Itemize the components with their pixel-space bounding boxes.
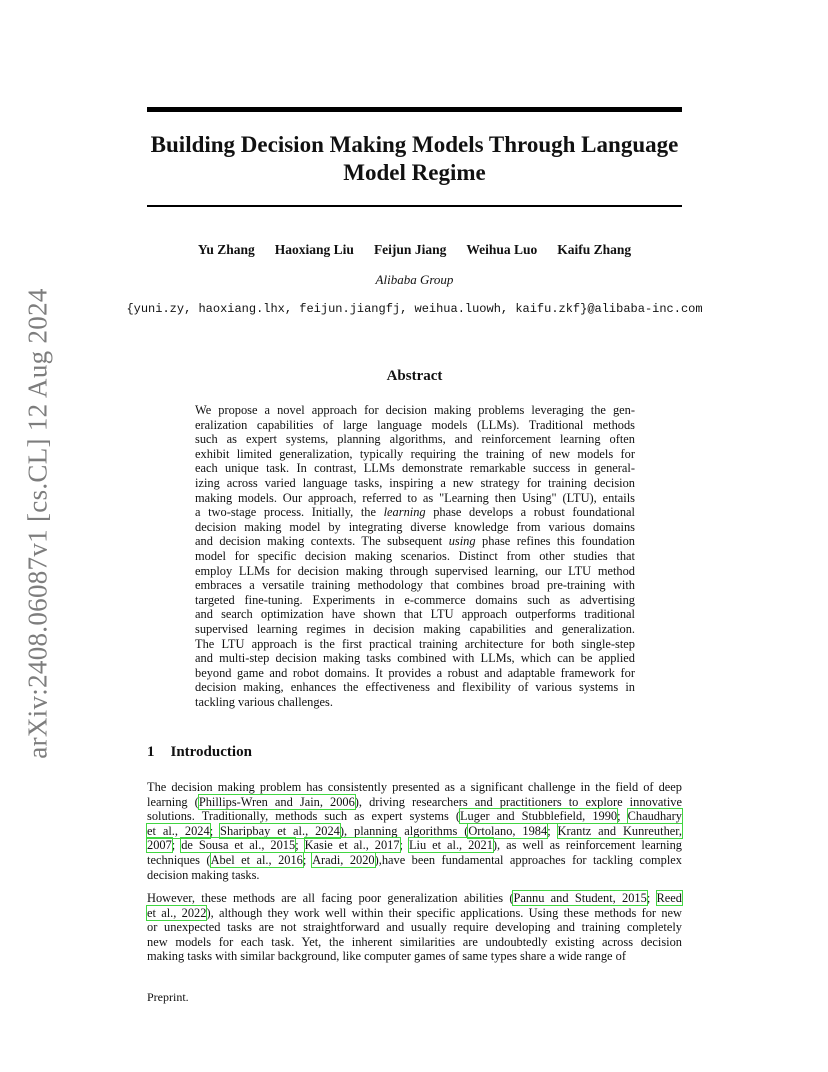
paragraph-line: However, these methods are all facing poor generalization abilities (Pannu and Student, 2015; Reed [147,891,682,905]
paragraph-line: making tasks with similar background, like computer games of same types share a wide range of [147,949,626,964]
section-heading [147,744,252,761]
paragraph-line: learning (Phillips-Wren and Jain, 2006), driving researchers and practitioners to explore innovative [147,794,682,809]
citation-link[interactable]: et al., 2024 [147,823,210,838]
paragraph-line: The decision making problem has consistently presented as a significant challenge in the field of deep [147,780,682,794]
abstract-line: beyond game and robot domains. It provides a robust and adaptable framework for [195,665,635,680]
citation-link[interactable]: Liu et al., 2021 [408,838,493,853]
abstract-line: eralization capabilities of large language models (LLMs). Traditional methods [195,417,635,432]
author-emails: {yuni.zy, haoxiang.lhx, feijun.jiangfj, weihua.luowh, kaifu.zkf}@alibaba-inc.com [126,302,703,316]
section-title: Introduction [170,744,252,760]
author-name: Feijun Jiang [373,242,447,257]
abstract-line: model for specific decision making scenarios. Distinct from other studies that [195,548,635,563]
intro-paragraph-2 [147,891,682,964]
emphasis: learning [383,505,426,520]
paragraph-line: decision making tasks. [147,867,260,882]
author-name: Weihua Luo [466,242,538,257]
abstract-line: The LTU approach is the first practical training architecture for both single-step [195,636,635,651]
citation-link[interactable]: Pannu and Student, 2015 [513,891,647,905]
citation-link[interactable]: et al., 2022 [147,905,207,920]
citation-link[interactable]: 2007 [147,838,172,853]
abstract-line: making models. Our approach, referred to as "Learning then Using" (LTU), entails [195,490,635,505]
abstract-line: and multi-step decision making tasks combined with LLMs, which can be applied [195,651,635,666]
abstract-line: targeted fine-tuning. Experiments in e-commerce domains such as advertising [195,592,635,607]
paragraph-line: solutions. Traditionally, methods such as expert systems (Luger and Stubblefield, 1990; Chaudhary [147,809,682,824]
abstract-line: employ LLMs for decision making through supervised learning, our LTU method [195,563,635,578]
citation-link[interactable]: de Sousa et al., 2015 [181,838,296,853]
abstract-line: supervised learning regimes in decision making capabilities and generalization. [195,621,635,636]
paragraph-line: et al., 2024; Sharipbay et al., 2024), planning algorithms (Ortolano, 1984; Krantz and Kunreuther, [147,823,682,838]
section-number: 1 [147,744,155,760]
abstract-line: decision making model by integrating diverse knowledge from various domains [195,519,635,534]
author-name: Yu Zhang [197,242,255,257]
abstract-line: tackling various challenges. [195,694,333,709]
citation-link[interactable]: Reed [656,891,682,905]
abstract-line: exhibit limited generalization, typically requiring the training of new models for [195,446,635,461]
paragraph-line: 2007; de Sousa et al., 2015; Kasie et al., 2017; Liu et al., 2021), as well as reinforcement learning [147,838,682,853]
emphasis: using [448,534,476,549]
abstract-body [195,403,635,709]
footer-note: Preprint. [147,990,189,1004]
citation-link[interactable]: Sharipbay et al., 2024 [220,823,340,838]
abstract-heading: Abstract [386,368,443,384]
author-name: Kaifu Zhang [557,242,632,257]
arxiv-identifier [20,283,56,763]
citation-link[interactable]: Phillips-Wren and Jain, 2006 [198,794,355,809]
abstract-line: each unique task. In contrast, LLMs demonstrate remarkable success in general- [195,461,635,476]
title-bottom-rule [147,205,682,207]
paragraph-line: techniques (Abel et al., 2016; Aradi, 2020),have been fundamental approaches for tackling complex [147,852,682,867]
abstract-line: embraces a versatile training methodology that combines broad pre-training with [195,578,635,593]
author-list [147,242,682,258]
abstract-line: izing across varied language tasks, inspiring a new strategy for training decision [195,475,635,490]
paragraph-line: new models for each task. Yet, the inherent similarities are undoubtedly existing across decision [147,934,682,949]
intro-paragraph-1 [147,780,682,882]
abstract-line: and search optimization have shown that LTU approach outperforms traditional [195,607,635,622]
arxiv-id-text: arXiv:2408.06087v1 [cs.CL] 12 Aug 2024 [22,287,53,759]
affiliation: Alibaba Group [375,272,454,287]
abstract-line: decision making, enhances the effectiveness and flexibility of various systems in [195,680,635,695]
abstract-line: a two-stage process. Initially, the learning phase develops a robust foundational [195,505,635,520]
citation-link[interactable]: Abel et al., 2016 [210,852,303,867]
paper-title: Building Decision Making Models Through Language Model Regime [150,132,679,185]
paragraph-line: et al., 2022), although they work well within their specific applications. Using these methods for new [147,905,682,920]
paragraph-line: or unexpected tasks are not straightforward and usually require developing and training completely [147,920,682,935]
abstract-line: such as expert systems, planning algorithms, and reinforcement learning often [195,432,635,447]
abstract-line: and decision making contexts. The subsequent using phase refines this foundation [195,534,635,549]
title-top-rule [147,107,682,112]
citation-link[interactable]: Aradi, 2020 [312,852,375,867]
citation-link[interactable]: Luger and Stubblefield, 1990 [459,809,618,824]
citation-link[interactable]: Ortolano, 1984 [468,823,548,838]
citation-link[interactable]: Chaudhary [627,809,682,824]
citation-link[interactable]: Krantz and Kunreuther, [557,823,682,838]
author-name: Haoxiang Liu [274,242,354,257]
citation-link[interactable]: Kasie et al., 2017 [304,838,400,853]
abstract-line: We propose a novel approach for decision making problems leveraging the gen- [195,403,635,417]
